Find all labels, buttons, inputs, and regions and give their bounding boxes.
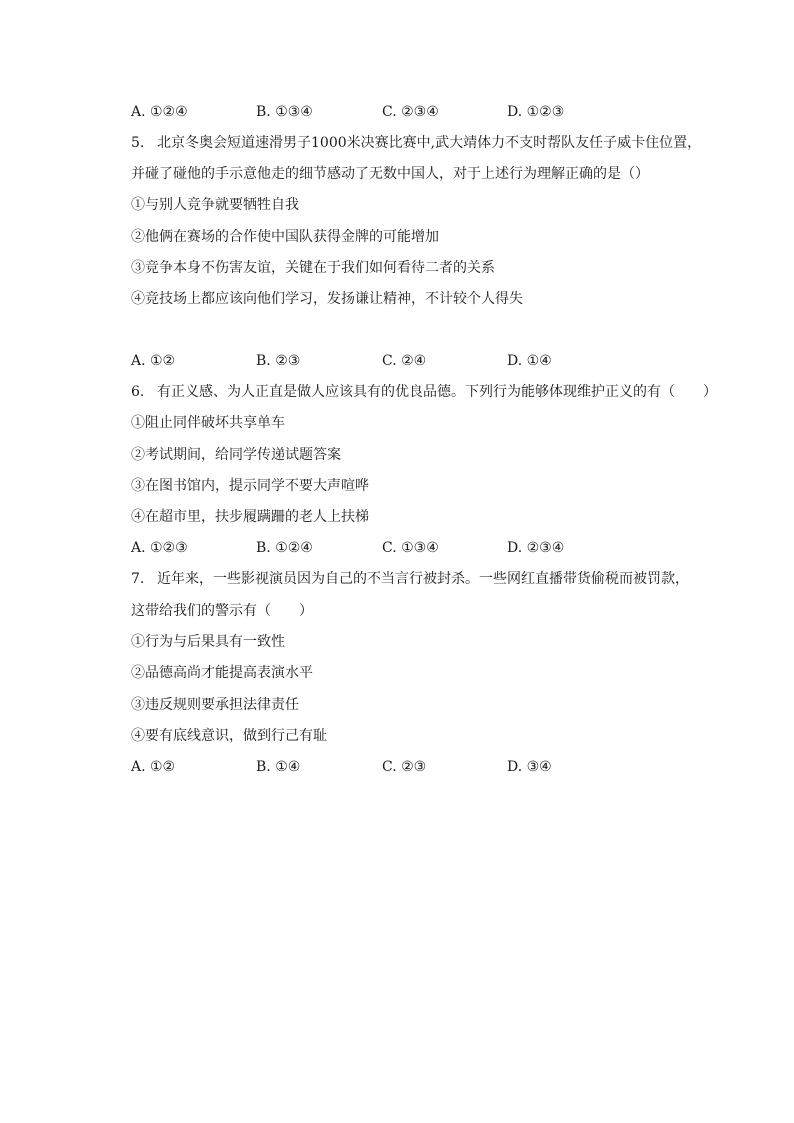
q7-stem-text1: 近年来，一些影视演员因为自己的不当言行被封杀。一些网红直播带货偷税而被罚款， [157, 571, 689, 587]
q5-option-d: D. ①④ [507, 353, 552, 369]
q7-statement-1: ①行为与后果具有一致性 [131, 634, 285, 650]
q6-stem-line1 [131, 383, 717, 401]
q5-option-c: C. ②④ [382, 353, 427, 369]
q6-option-c: C. ①③④ [382, 540, 439, 556]
q5-stem-line1 [131, 134, 701, 152]
q5-option-b: B. ②③ [256, 353, 301, 369]
q7-option-a: A. ①② [131, 759, 176, 775]
q5-statement-2: ②他俩在赛场的合作使中国队获得金牌的可能增加 [131, 229, 439, 245]
q6-statement-2: ②考试期间，给同学传递试题答案 [131, 447, 341, 463]
q5-stem-text1: 北京冬奥会短道速滑男子1000米决赛比赛中,武大靖体力不支时帮队友任子威卡住位置， [157, 135, 702, 151]
q7-option-b: B. ①④ [256, 759, 301, 775]
q6-option-b: B. ①②④ [256, 540, 313, 556]
q7-statement-2: ②品德高尚才能提高表演水平 [131, 665, 313, 681]
q6-option-d: D. ②③④ [507, 540, 565, 556]
q6-statement-4: ④在超市里，扶步履蹒跚的老人上扶梯 [131, 509, 369, 525]
q5-option-a: A. ①② [131, 353, 176, 369]
q5-options [131, 352, 731, 370]
q6-statement-3: ③在图书馆内，提示同学不要大声喧哗 [131, 478, 369, 494]
q4-option-c: C. ②③④ [382, 104, 439, 120]
q7-stem-line1 [131, 570, 689, 588]
q5-statement-1: ①与别人竞争就要牺牲自我 [131, 197, 299, 213]
q7-option-c: C. ②③ [382, 759, 427, 775]
q6-option-a: A. ①②③ [131, 540, 188, 556]
q4-options [131, 103, 731, 121]
q5-statement-3: ③竞争本身不伤害友谊，关键在于我们如何看待二者的关系 [131, 260, 495, 276]
q4-option-a: A. ①②④ [131, 104, 188, 120]
q4-option-d: D. ①②③ [507, 104, 565, 120]
q6-statement-1: ①阻止同伴破坏共享单车 [131, 415, 285, 431]
q7-stem-line2: 这带给我们的警示有（ ） [131, 603, 313, 619]
q6-number: 6. [131, 384, 145, 400]
q5-stem-line2: 并碰了碰他的手示意他走的细节感动了无数中国人，对于上述行为理解正确的是（） [131, 166, 649, 182]
q7-statement-4: ④要有底线意识，做到行己有耻 [131, 728, 327, 744]
q7-statement-3: ③违反规则要承担法律责任 [131, 697, 299, 713]
q7-options [131, 758, 731, 776]
q5-number: 5. [131, 135, 145, 151]
q7-number: 7. [131, 571, 145, 587]
q5-statement-4: ④竞技场上都应该向他们学习，发扬谦让精神，不计较个人得失 [131, 291, 523, 307]
q4-option-b: B. ①③④ [256, 104, 313, 120]
q6-stem-text1: 有正义感、为人正直是做人应该具有的优良品德。下列行为能够体现维护正义的有（ ） [157, 384, 717, 400]
q7-option-d: D. ③④ [507, 759, 552, 775]
q6-options [131, 539, 731, 557]
